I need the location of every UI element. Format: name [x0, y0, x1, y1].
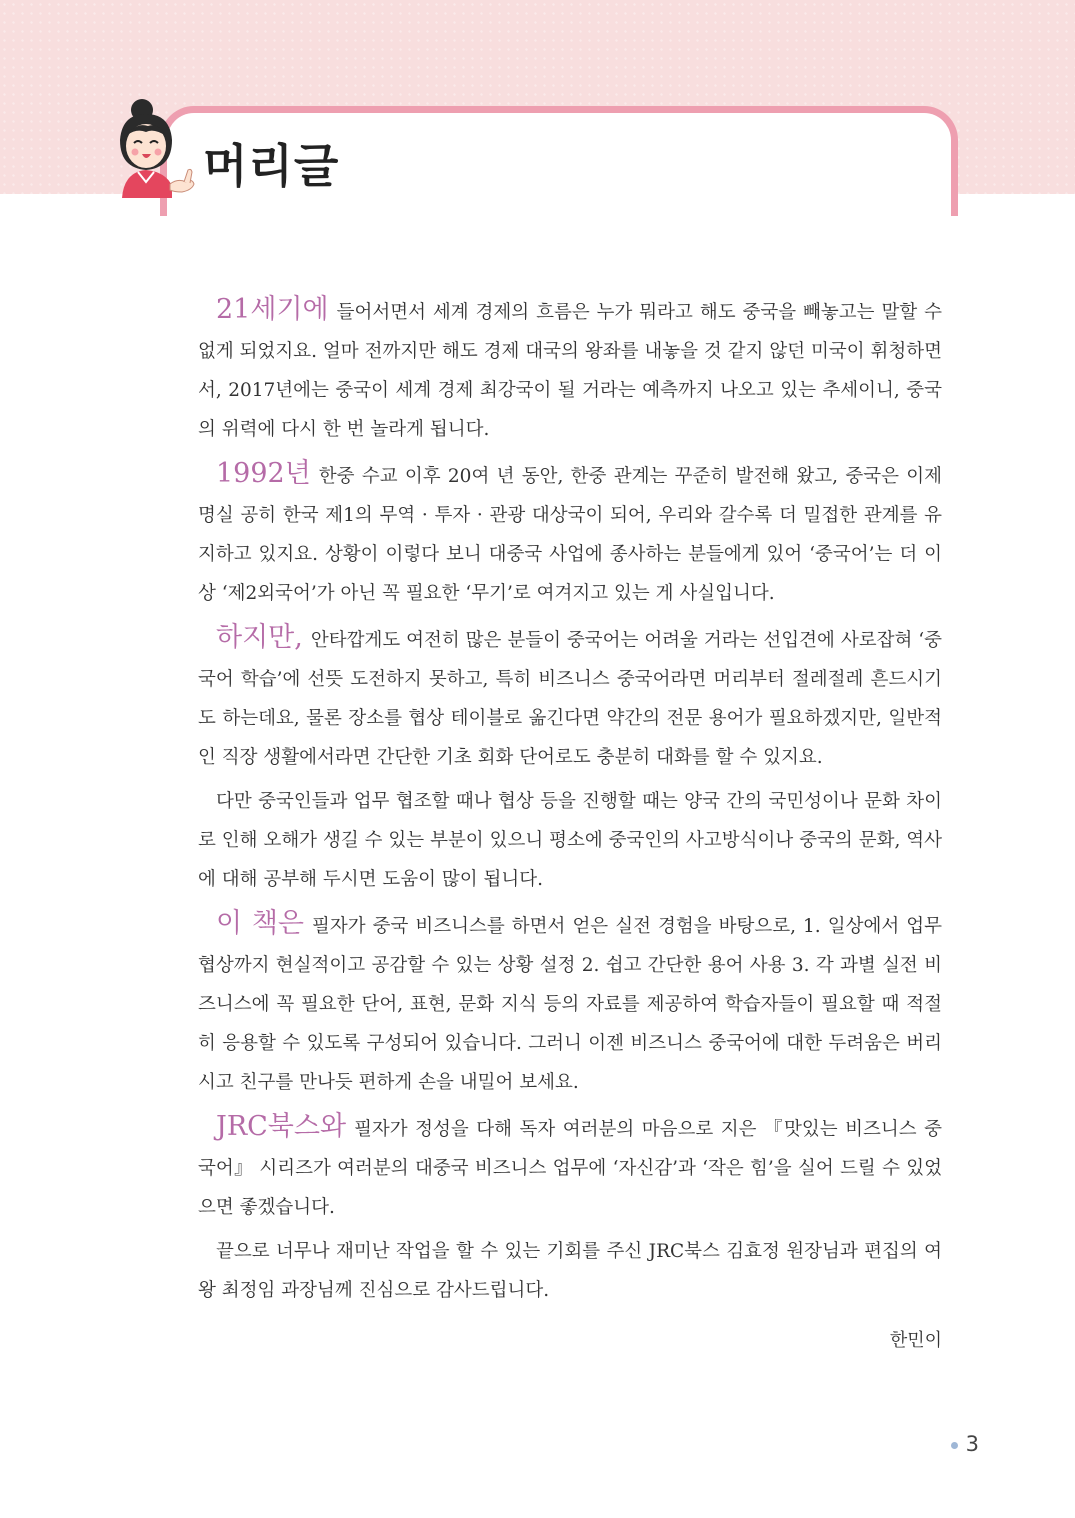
paragraph-text: 끝으로 너무나 재미난 작업을 할 수 있는 기회를 주신 JRC북스 김효정 원장님과 편집의 여왕 최정임 과장님께 진심으로 감사드립니다.: [198, 1241, 942, 1301]
paragraph-lead: 21세기에: [216, 294, 329, 325]
page-number: [951, 1432, 979, 1456]
preface-body: [198, 290, 942, 1315]
paragraph-lead: 1992년: [216, 458, 311, 489]
paragraph-text: 다만 중국인들과 업무 협조할 때나 협상 등을 진행할 때는 양국 간의 국민성이나 문화 차이로 인해 오해가 생길 수 있는 부분이 있으니 평소에 중국인의 사고방식이나 중국의 문화, 역사에 대해 공부해 두시면 도움이 많이 됩니다.: [198, 791, 942, 890]
paragraph-5: [198, 904, 942, 1102]
paragraph-4: [198, 782, 942, 899]
paragraph-text: 들어서면서 세계 경제의 흐름은 누가 뭐라고 해도 중국을 빼놓고는 말할 수 없게 되었지요. 얼마 전까지만 해도 경제 대국의 왕좌를 내놓을 것 같지 않던 미국이 휘청하면서, 2017년에는 중국이 세계 경제 최강국이 될 거라는 예측까지 나오고 있는 추세이니, 중국의 위력에 다시 한 번 놀라게 됩니다.: [198, 302, 942, 440]
girl-mascot-icon: [108, 98, 204, 198]
paragraph-2: [198, 454, 942, 613]
paragraph-6: [198, 1107, 942, 1227]
paragraph-lead: JRC북스와: [216, 1111, 347, 1142]
paragraph-1: [198, 290, 942, 449]
paragraph-3: [198, 618, 942, 777]
paragraph-text: 필자가 정성을 다해 독자 여러분의 마음으로 지은 『맛있는 비즈니스 중국어』 시리즈가 여러분의 대중국 비즈니스 업무에 ‘자신감’과 ‘작은 힘’을 실어 드릴 수 있었으면 좋겠습니다.: [198, 1119, 942, 1218]
paragraph-lead: 하지만,: [216, 622, 303, 653]
page-number-text: 3: [965, 1432, 979, 1456]
page-title: 머리글: [203, 139, 340, 193]
paragraph-lead: 이 책은: [216, 908, 304, 939]
author-signature: 한민이: [889, 1330, 942, 1351]
paragraph-7: [198, 1232, 942, 1310]
paragraph-text: 한중 수교 이후 20여 년 동안, 한중 관계는 꾸준히 발전해 왔고, 중국은 이제 명실 공히 한국 제1의 무역 · 투자 · 관광 대상국이 되어, 우리와 갈수록 더 밀접한 관계를 유지하고 있지요. 상황이 이렇다 보니 대중국 사업에 종사하는 분들에게 있어 ‘중국어’는 더 이상 ‘제2외국어’가 아닌 꼭 필요한 ‘무기’로 여겨지고 있는 게 사실입니다.: [198, 466, 942, 604]
paragraph-text: 필자가 중국 비즈니스를 하면서 얻은 실전 경험을 바탕으로, 1. 일상에서 업무 협상까지 현실적이고 공감할 수 있는 상황 설정 2. 쉽고 간단한 용어 사용 3. 각 과별 실전 비즈니스에 꼭 필요한 단어, 표현, 문화 지식 등의 자료를 제공하여 학습자들이 필요할 때 적절히 응용할 수 있도록 구성되어 있습니다. 그러니 이젠 비즈니스 중국어에 대한 두려움은 버리시고 친구를 만나듯 편하게 손을 내밀어 보세요.: [198, 916, 942, 1093]
bullet-dot-icon: [951, 1442, 958, 1449]
paragraph-text: 안타깝게도 여전히 많은 분들이 중국어는 어려울 거라는 선입견에 사로잡혀 ‘중국어 학습’에 선뜻 도전하지 못하고, 특히 비즈니스 중국어라면 머리부터 절레절레 흔드시기도 하는데요, 물론 장소를 협상 테이블로 옮긴다면 약간의 전문 용어가 필요하겠지만, 일반적인 직장 생활에서라면 간단한 기초 회화 단어로도 충분히 대화를 할 수 있지요.: [198, 630, 942, 768]
